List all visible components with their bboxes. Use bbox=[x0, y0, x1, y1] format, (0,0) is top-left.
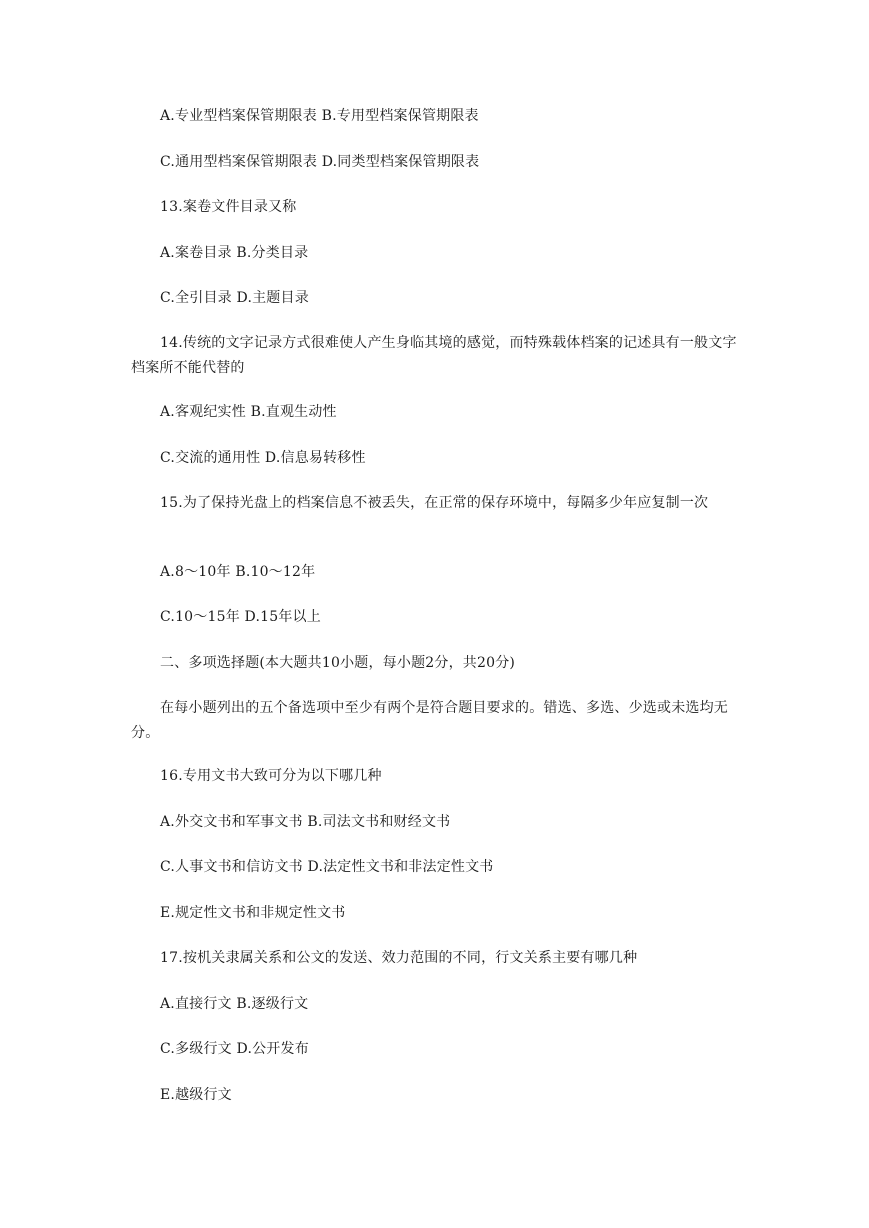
q17-options-ab: A.直接行文 B.逐级行文 bbox=[160, 996, 309, 1012]
section-heading-multiple-choice: 二、多项选择题(本大题共10小题，每小题2分，共20分) bbox=[160, 655, 516, 671]
q16-question: 16.专用文书大致可分为以下哪几种 bbox=[160, 768, 382, 784]
q15-options-cd: C.10～15年 D.15年以上 bbox=[160, 609, 321, 625]
q15-question: 15.为了保持光盘上的档案信息不被丢失，在正常的保存环境中，每隔多少年应复制一次 bbox=[160, 495, 709, 511]
q13-question: 13.案卷文件目录又称 bbox=[160, 199, 297, 215]
q16-options-ab: A.外交文书和军事文书 B.司法文书和财经文书 bbox=[160, 814, 451, 830]
q15-options-ab: A.8～10年 B.10～12年 bbox=[160, 564, 316, 580]
q14-options-cd: C.交流的通用性 D.信息易转移性 bbox=[160, 450, 366, 466]
q14-options-ab: A.客观纪实性 B.直观生动性 bbox=[160, 404, 337, 420]
q17-option-e: E.越级行文 bbox=[160, 1087, 232, 1103]
q16-options-cd: C.人事文书和信访文书 D.法定性文书和非法定性文书 bbox=[160, 859, 494, 875]
q14-question: 14.传统的文字记录方式很难使人产生身临其境的感觉，而特殊载体档案的记述具有一般文字档案所不能代替的 bbox=[131, 335, 737, 376]
q12-options-cd: C.通用型档案保管期限表 D.同类型档案保管期限表 bbox=[160, 154, 480, 170]
section-instructions: 在每小题列出的五个备选项中至少有两个是符合题目要求的。错选、多选、少选或未选均无分。 bbox=[131, 700, 728, 741]
q12-options-ab: A.专业型档案保管期限表 B.专用型档案保管期限表 bbox=[160, 108, 479, 124]
q17-question: 17.按机关隶属关系和公文的发送、效力范围的不同，行文关系主要有哪几种 bbox=[160, 950, 638, 966]
q17-options-cd: C.多级行文 D.公开发布 bbox=[160, 1041, 309, 1057]
q16-option-e: E.规定性文书和非规定性文书 bbox=[160, 905, 346, 921]
q13-options-ab: A.案卷目录 B.分类目录 bbox=[160, 245, 309, 261]
q13-options-cd: C.全引目录 D.主题目录 bbox=[160, 290, 309, 306]
